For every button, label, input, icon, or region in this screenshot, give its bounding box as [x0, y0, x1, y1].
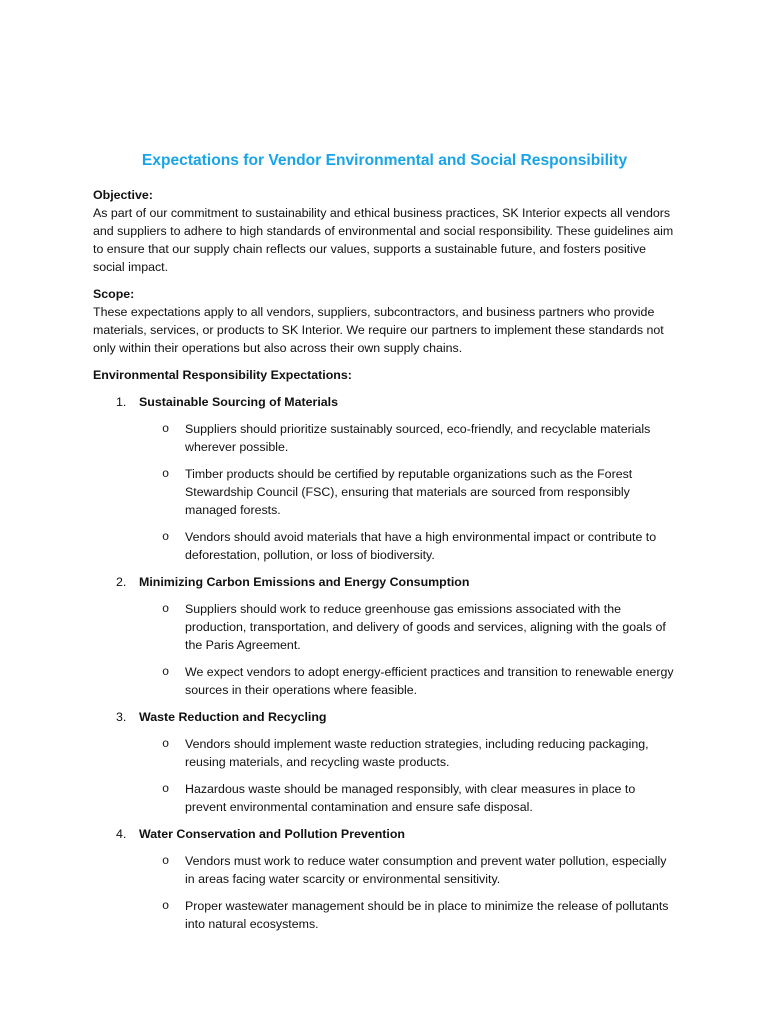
bullet-text: Suppliers should work to reduce greenhouse gas emissions associated with the production, transportation, and delivery of goods and services, aligning with the goals of the Paris Agreement. — [185, 602, 666, 652]
bullet-item — [93, 663, 676, 699]
list-item-heading — [93, 708, 676, 726]
bullet-marker: o — [162, 854, 170, 868]
objective-label: Objective: — [93, 188, 153, 202]
list-item — [93, 708, 676, 816]
bullet-marker: o — [162, 665, 170, 679]
bullet-text: Proper wastewater management should be in place to minimize the release of pollutants into natural ecosystems. — [185, 899, 669, 931]
bullet-item — [93, 735, 676, 771]
bullet-text: We expect vendors to adopt energy-efficient practices and transition to renewable energy sources in their operations where feasible. — [185, 665, 674, 697]
bullet-item — [93, 528, 676, 564]
list-item-heading — [93, 573, 676, 591]
list-item-title: Minimizing Carbon Emissions and Energy Consumption — [139, 575, 470, 589]
bullet-list — [93, 735, 676, 816]
bullet-text: Timber products should be certified by reputable organizations such as the Forest Stewardship Council (FSC), ensuring that materials are sourced from responsibly managed forests. — [185, 467, 633, 517]
bullet-text: Vendors should implement waste reduction strategies, including reducing packaging, reusing materials, and recycling waste products. — [185, 737, 649, 769]
list-item-heading — [93, 393, 676, 411]
bullet-marker: o — [162, 737, 170, 751]
list-item — [93, 825, 676, 933]
scope-section — [93, 285, 676, 357]
document-title: Expectations for Vendor Environmental and Social Responsibility — [141, 152, 628, 169]
bullet-list — [93, 852, 676, 933]
objective-section — [93, 186, 676, 276]
bullet-item — [93, 420, 676, 456]
list-item-number: 4. — [116, 827, 127, 841]
list-item-number: 3. — [116, 710, 127, 724]
bullet-list — [93, 600, 676, 699]
bullet-marker: o — [162, 782, 170, 796]
bullet-item — [93, 852, 676, 888]
scope-text: These expectations apply to all vendors, suppliers, subcontractors, and business partners who provide materials, services, or products to SK Interior. We require our partners to implement these standards not only within their operations but also across their own supply chains. — [93, 305, 664, 355]
objective-text: As part of our commitment to sustainability and ethical business practices, SK Interior expects all vendors and suppliers to adhere to high standards of environmental and social responsibility. These guidelines aim to ensure that our supply chain reflects our values, supports a sustainable future, and fosters positive social impact. — [93, 206, 674, 274]
list-item-title: Water Conservation and Pollution Prevention — [139, 827, 405, 841]
scope-label: Scope: — [93, 287, 135, 301]
bullet-item — [93, 897, 676, 933]
list-item-heading — [93, 825, 676, 843]
list-item-number: 1. — [116, 395, 127, 409]
bullet-text: Vendors should avoid materials that have a high environmental impact or contribute to deforestation, pollution, or loss of biodiversity. — [185, 530, 657, 562]
bullet-marker: o — [162, 530, 170, 544]
bullet-list — [93, 420, 676, 564]
bullet-marker: o — [162, 422, 170, 436]
list-item-title: Sustainable Sourcing of Materials — [139, 395, 338, 409]
bullet-item — [93, 465, 676, 519]
bullet-item — [93, 780, 676, 816]
bullet-marker: o — [162, 899, 170, 913]
list-item-number: 2. — [116, 575, 127, 589]
bullet-item — [93, 600, 676, 654]
environmental-heading: Environmental Responsibility Expectations: — [93, 368, 352, 382]
environmental-list — [93, 393, 676, 933]
bullet-text: Hazardous waste should be managed responsibly, with clear measures in place to prevent environmental contamination and ensure safe disposal. — [185, 782, 636, 814]
list-item — [93, 393, 676, 564]
bullet-marker: o — [162, 467, 170, 481]
bullet-text: Suppliers should prioritize sustainably sourced, eco-friendly, and recyclable materials wherever possible. — [185, 422, 651, 454]
bullet-marker: o — [162, 602, 170, 616]
list-item-title: Waste Reduction and Recycling — [139, 710, 327, 724]
list-item — [93, 573, 676, 699]
bullet-text: Vendors must work to reduce water consumption and prevent water pollution, especially in areas facing water scarcity or environmental sensitivity. — [185, 854, 667, 886]
